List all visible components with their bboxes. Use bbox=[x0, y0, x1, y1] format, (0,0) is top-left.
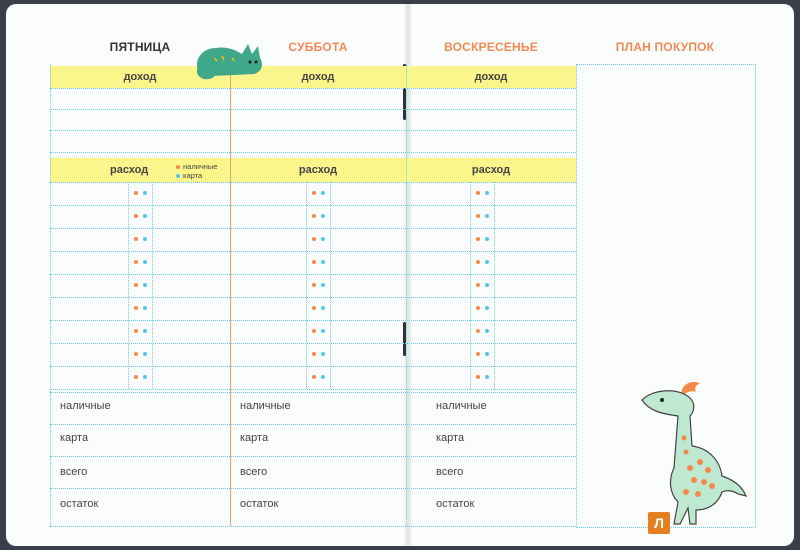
payment-dots bbox=[306, 276, 330, 294]
cash-dot-icon bbox=[312, 375, 316, 379]
summary-label: наличные bbox=[60, 400, 111, 412]
cash-dot-icon bbox=[312, 260, 316, 264]
summary-label: остаток bbox=[436, 498, 475, 510]
column-line bbox=[494, 182, 495, 389]
summary-label: наличные bbox=[436, 400, 487, 412]
card-dot-icon bbox=[143, 283, 147, 287]
cat-illustration bbox=[192, 34, 272, 82]
card-dot-icon bbox=[143, 260, 147, 264]
card-dot-icon bbox=[143, 214, 147, 218]
summary-label: остаток bbox=[240, 498, 279, 510]
cash-dot-icon bbox=[134, 260, 138, 264]
cash-dot-icon bbox=[312, 191, 316, 195]
header-plan: ПЛАН ПОКУПОК bbox=[615, 40, 715, 54]
cash-dot-icon bbox=[476, 283, 480, 287]
header-saturday: СУББОТА bbox=[288, 40, 348, 54]
summary-label: всего bbox=[60, 466, 88, 478]
card-dot-icon bbox=[485, 214, 489, 218]
cash-dot-icon bbox=[476, 306, 480, 310]
card-dot-icon bbox=[321, 260, 325, 264]
column-line bbox=[152, 182, 153, 389]
payment-dots bbox=[128, 299, 152, 317]
payment-dots bbox=[470, 345, 494, 363]
card-dot-icon bbox=[143, 375, 147, 379]
payment-dots bbox=[306, 184, 330, 202]
card-dot-icon bbox=[143, 191, 147, 195]
payment-dots bbox=[306, 368, 330, 386]
summary-label: карта bbox=[60, 432, 89, 444]
cash-dot-icon bbox=[476, 375, 480, 379]
legend-cash: наличные bbox=[183, 162, 218, 171]
payment-dots bbox=[306, 230, 330, 248]
header-sunday: ВОСКРЕСЕНЬЕ bbox=[444, 40, 538, 54]
card-dot-icon bbox=[321, 191, 325, 195]
payment-dots bbox=[128, 184, 152, 202]
cash-dot-icon bbox=[476, 260, 480, 264]
income-band-sunday bbox=[406, 66, 576, 88]
cash-dot-icon bbox=[134, 306, 138, 310]
summary-label: карта bbox=[240, 432, 269, 444]
payment-dots bbox=[470, 276, 494, 294]
card-dot-icon bbox=[176, 174, 180, 178]
payment-dots bbox=[306, 253, 330, 271]
card-dot-icon bbox=[143, 329, 147, 333]
cash-dot-icon bbox=[476, 329, 480, 333]
card-dot-icon bbox=[321, 237, 325, 241]
card-dot-icon bbox=[143, 352, 147, 356]
payment-dots bbox=[128, 368, 152, 386]
payment-dots bbox=[470, 207, 494, 225]
cash-dot-icon bbox=[312, 214, 316, 218]
ruled-line bbox=[50, 392, 576, 393]
header-friday: ПЯТНИЦА bbox=[109, 40, 171, 54]
cash-dot-icon bbox=[176, 165, 180, 169]
card-dot-icon bbox=[143, 306, 147, 310]
cash-dot-icon bbox=[134, 237, 138, 241]
payment-dots bbox=[306, 299, 330, 317]
income-label: доход bbox=[123, 71, 157, 83]
summary-label: остаток bbox=[60, 498, 99, 510]
cash-dot-icon bbox=[312, 329, 316, 333]
dinosaur-illustration bbox=[634, 376, 754, 526]
cash-dot-icon bbox=[312, 237, 316, 241]
cash-dot-icon bbox=[476, 237, 480, 241]
cash-dot-icon bbox=[312, 306, 316, 310]
cash-dot-icon bbox=[134, 191, 138, 195]
payment-dots bbox=[128, 230, 152, 248]
summary-label: всего bbox=[436, 466, 464, 478]
summary-label: наличные bbox=[240, 400, 291, 412]
payment-dots bbox=[470, 368, 494, 386]
publisher-badge: Л bbox=[648, 512, 670, 534]
payment-dots bbox=[306, 345, 330, 363]
cash-dot-icon bbox=[134, 329, 138, 333]
card-dot-icon bbox=[485, 191, 489, 195]
ruled-line bbox=[50, 526, 576, 527]
ruled-line bbox=[50, 130, 576, 131]
income-label: доход bbox=[474, 71, 508, 83]
card-dot-icon bbox=[485, 352, 489, 356]
payment-dots bbox=[470, 299, 494, 317]
card-dot-icon bbox=[321, 306, 325, 310]
payment-dots bbox=[470, 253, 494, 271]
income-label: доход bbox=[301, 71, 335, 83]
expense-label: расход bbox=[471, 164, 511, 176]
card-dot-icon bbox=[485, 260, 489, 264]
ruled-line bbox=[50, 424, 576, 425]
ruled-line bbox=[50, 456, 576, 457]
card-dot-icon bbox=[321, 283, 325, 287]
cash-dot-icon bbox=[476, 352, 480, 356]
column-line bbox=[330, 182, 331, 389]
cash-dot-icon bbox=[134, 375, 138, 379]
expense-label: расход bbox=[298, 164, 338, 176]
card-dot-icon bbox=[143, 237, 147, 241]
card-dot-icon bbox=[485, 375, 489, 379]
payment-dots bbox=[128, 253, 152, 271]
cash-dot-icon bbox=[312, 283, 316, 287]
payment-dots bbox=[470, 230, 494, 248]
payment-dots bbox=[128, 345, 152, 363]
expense-band-saturday bbox=[230, 158, 406, 182]
cash-dot-icon bbox=[134, 214, 138, 218]
card-dot-icon bbox=[485, 306, 489, 310]
payment-dots bbox=[306, 207, 330, 225]
card-dot-icon bbox=[485, 237, 489, 241]
planner-page bbox=[6, 4, 794, 546]
payment-dots bbox=[128, 276, 152, 294]
payment-dots bbox=[128, 322, 152, 340]
summary-label: карта bbox=[436, 432, 465, 444]
card-dot-icon bbox=[485, 329, 489, 333]
cash-dot-icon bbox=[476, 191, 480, 195]
payment-dots bbox=[306, 322, 330, 340]
payment-legend bbox=[176, 162, 218, 180]
payment-dots bbox=[128, 207, 152, 225]
ruled-line bbox=[50, 389, 576, 390]
ruled-line bbox=[50, 488, 576, 489]
payment-dots bbox=[470, 184, 494, 202]
card-dot-icon bbox=[321, 329, 325, 333]
card-dot-icon bbox=[485, 283, 489, 287]
ruled-line bbox=[50, 152, 576, 153]
cash-dot-icon bbox=[312, 352, 316, 356]
cash-dot-icon bbox=[476, 214, 480, 218]
cash-dot-icon bbox=[134, 283, 138, 287]
summary-label: всего bbox=[240, 466, 268, 478]
cash-dot-icon bbox=[134, 352, 138, 356]
card-dot-icon bbox=[321, 352, 325, 356]
expense-label: расход bbox=[110, 164, 149, 176]
legend-card: карта bbox=[183, 171, 203, 180]
card-dot-icon bbox=[321, 375, 325, 379]
card-dot-icon bbox=[321, 214, 325, 218]
ruled-line bbox=[50, 109, 576, 110]
expense-band-sunday bbox=[406, 158, 576, 182]
payment-dots bbox=[470, 322, 494, 340]
ruled-line bbox=[50, 88, 576, 89]
